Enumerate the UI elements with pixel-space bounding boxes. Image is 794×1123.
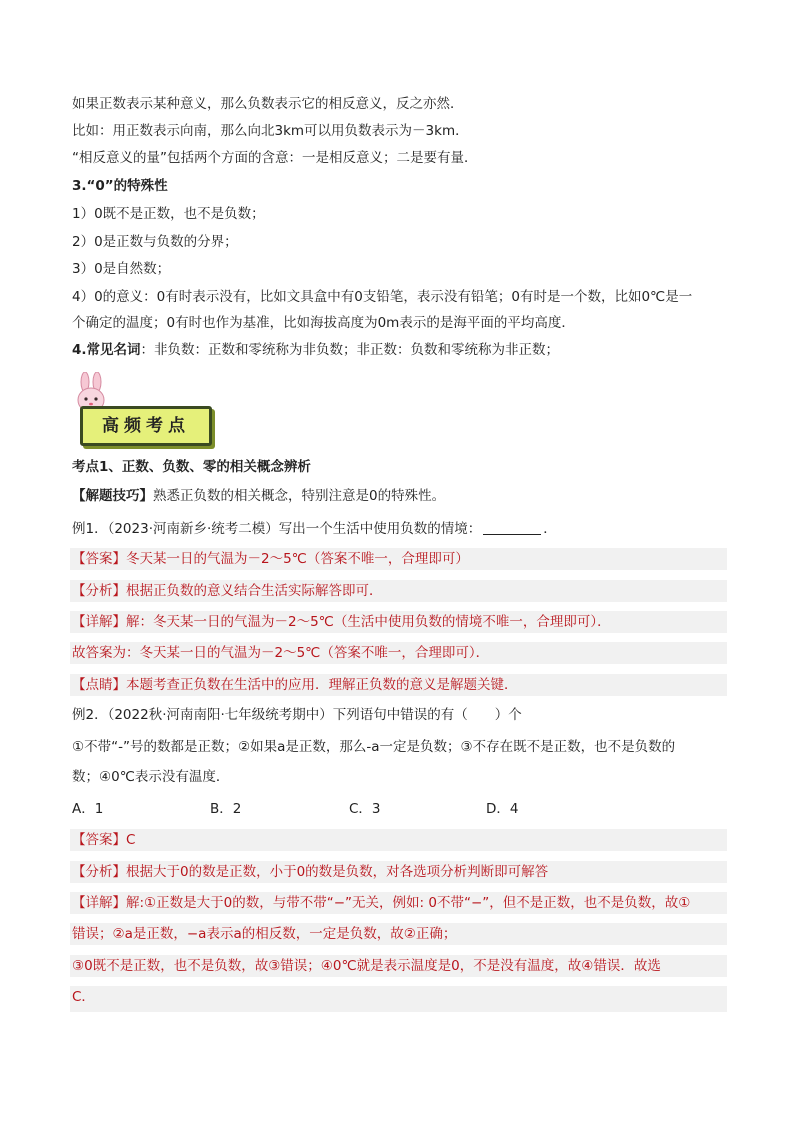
- detail-text: 解:①正数是大于0的数，与带不带“−”无关，例如: 0不带“−”，但不是正数，也不是负数，故①: [126, 895, 691, 911]
- comment-text: 本题考查正负数在生活中的应用．理解正负数的意义是解题关键．: [126, 677, 518, 693]
- kaodian-1-title: 考点1、正数、负数、零的相关概念辨析: [72, 459, 311, 475]
- answer-tag: 【答案】: [72, 551, 126, 567]
- terms-heading: 4.常见名词: [72, 342, 141, 358]
- zero-item-2: 2）0是正数与负数的分界；: [72, 234, 238, 250]
- terms-line: [72, 339, 724, 361]
- example-2-answer: [70, 829, 727, 851]
- section-badge: [72, 372, 212, 444]
- example-1-so-answer: 故答案为：冬天某一日的气温为－2～5℃（答案不唯一，合理即可）．: [70, 642, 727, 664]
- option-a: A．1: [72, 801, 104, 817]
- option-c: C．3: [349, 801, 381, 817]
- example-1-analysis: [70, 580, 727, 602]
- comment-tag: 【点睛】: [72, 677, 126, 693]
- badge-label: 高频考点: [102, 416, 190, 436]
- detail-text: 解：冬天某一日的气温为－2～5℃（生活中使用负数的情境不唯一，合理即可）．: [126, 614, 611, 630]
- badge-box: [80, 406, 212, 446]
- intro-line-2: 比如：用正数表示向南，那么向北3km可以用负数表示为－3km．: [72, 123, 469, 139]
- analysis-tag: 【分析】: [72, 583, 126, 599]
- option-b: B．2: [210, 801, 242, 817]
- zero-item-3: 3）0是自然数；: [72, 261, 171, 277]
- example-1-detail: [70, 611, 727, 633]
- detail-tag: 【详解】: [72, 614, 126, 630]
- example-2-statements-line-1: ①不带“-”号的数都是正数；②如果a是正数，那么-a一定是负数；③不存在既不是正数，也不是负数的: [72, 739, 676, 755]
- intro-line-3: “相反意义的量”包括两个方面的含意：一是相反意义；二是要有量．: [72, 150, 478, 166]
- detail-tag: 【详解】: [72, 895, 126, 911]
- example-2-options: [72, 798, 724, 820]
- zero-item-4-line-2: 个确定的温度；0有时也作为基准，比如海拔高度为0m表示的是海平面的平均高度．: [72, 315, 575, 331]
- analysis-text: 根据大于0的数是正数，小于0的数是负数，对各选项分析判断即可解答: [126, 864, 549, 880]
- tip-tag: 【解题技巧】: [72, 488, 153, 504]
- answer-tag: 【答案】: [72, 832, 126, 848]
- example-1-question-end: ．: [543, 521, 557, 537]
- example-2-question: 例2．（2022秋·河南南阳·七年级统考期中）下列语句中错误的有（ ）个: [72, 707, 522, 723]
- example-2-detail-line-2: 错误；②a是正数，−a表示a的相反数，一定是负数，故②正确；: [70, 923, 727, 945]
- example-2-detail-line-4: C．: [70, 986, 727, 1012]
- example-1-answer: [70, 548, 727, 570]
- answer-text: 冬天某一日的气温为－2～5℃（答案不唯一，合理即可）: [126, 551, 469, 567]
- example-2-detail-line-1: [70, 892, 727, 914]
- intro-line-1: 如果正数表示某种意义，那么负数表示它的相反意义，反之亦然．: [72, 96, 464, 112]
- example-2-analysis: [70, 861, 727, 883]
- example-1-comment: [70, 674, 727, 696]
- zero-item-1: 1）0既不是正数，也不是负数；: [72, 206, 265, 222]
- zero-item-4-line-1: 4）0的意义：0有时表示没有，比如文具盒中有0支铅笔，表示没有铅笔；0有时是一个数，比如0℃是一: [72, 289, 693, 305]
- answer-blank: [483, 534, 541, 535]
- analysis-text: 根据正负数的意义结合生活实际解答即可．: [126, 583, 383, 599]
- zero-special-heading: 3.“0”的特殊性: [72, 178, 168, 194]
- analysis-tag: 【分析】: [72, 864, 126, 880]
- example-1-question: [72, 518, 724, 540]
- example-2-statements-line-2: 数；④0℃表示没有温度．: [72, 769, 230, 785]
- option-d: D．4: [486, 801, 519, 817]
- tip-text: 熟悉正负数的相关概念，特别注意是0的特殊性。: [153, 488, 446, 504]
- example-1-question-text: 例1．（2023·河南新乡·统考二模）写出一个生活中使用负数的情境：: [72, 521, 482, 537]
- example-2-detail-line-3: ③0既不是正数，也不是负数，故③错误；④0℃就是表示温度是0，不是没有温度，故④错误．故选: [70, 955, 727, 977]
- answer-text: C: [126, 832, 136, 848]
- problem-tip: [72, 485, 724, 507]
- terms-text: ：非负数：正数和零统称为非负数；非正数：负数和零统称为非正数；: [140, 342, 560, 358]
